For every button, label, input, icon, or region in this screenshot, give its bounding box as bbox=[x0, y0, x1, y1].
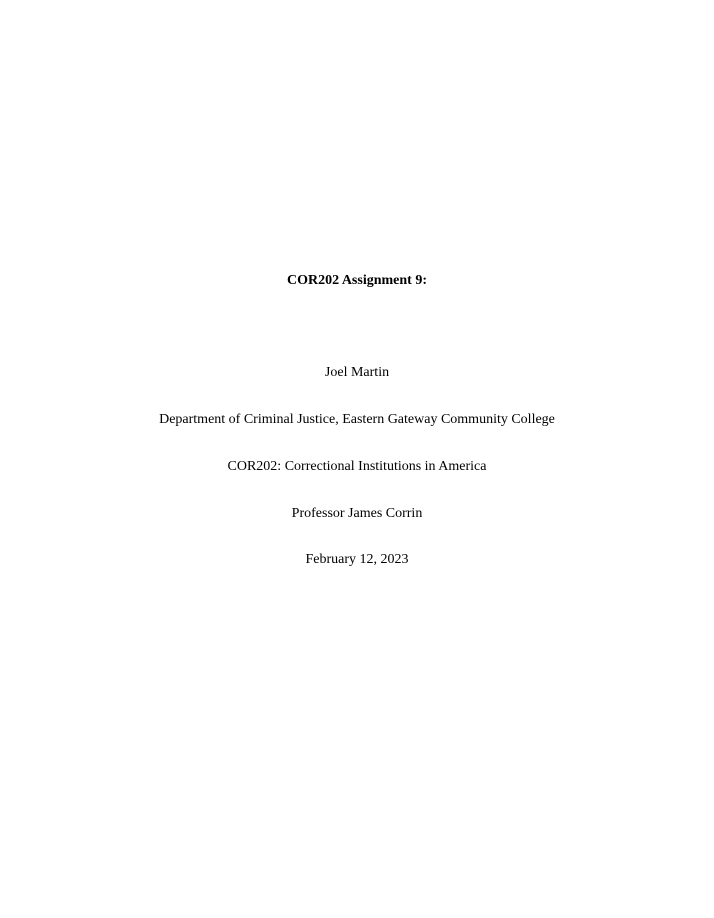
author-affiliation: Department of Criminal Justice, Eastern Gateway Community College bbox=[159, 412, 555, 427]
author-name: Joel Martin bbox=[324, 365, 390, 380]
course-name: COR202: Correctional Institutions in America bbox=[227, 459, 487, 474]
paper-title: COR202 Assignment 9: bbox=[286, 273, 427, 288]
due-date: February 12, 2023 bbox=[305, 552, 409, 567]
instructor-name: Professor James Corrin bbox=[291, 506, 423, 521]
